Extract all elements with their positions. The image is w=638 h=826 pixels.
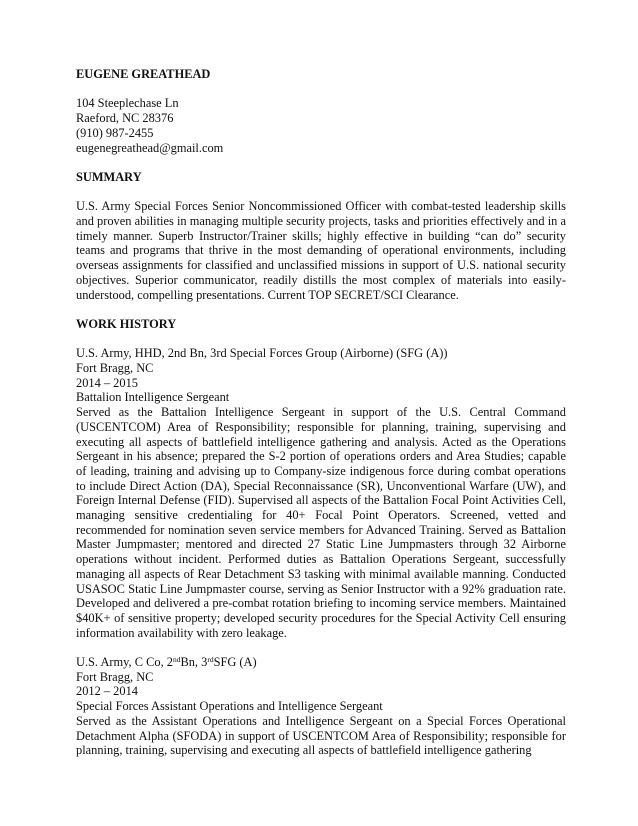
job-title: Battalion Intelligence Sergeant <box>76 390 230 405</box>
ordinal-suffix: rd <box>207 655 214 665</box>
job-organization-part: Bn, 3 <box>180 655 208 670</box>
job-entry <box>76 655 566 758</box>
job-organization: U.S. Army, HHD, 2nd Bn, 3rd Special Forces Group (Airborne) (SFG (A)) <box>76 346 448 361</box>
work-history-heading: WORK HISTORY <box>76 316 177 331</box>
resume-name: EUGENE GREATHEAD <box>76 67 211 81</box>
work-history-heading-block <box>76 317 566 332</box>
job-dates: 2014 – 2015 <box>76 375 138 390</box>
summary-text: U.S. Army Special Forces Senior Noncommissioned Officer with combat-tested leadership skills and proven abilities in managing multiple security projects, tasks and priorities effectively and in a timely manner. Superb Instructor/Trainer skills; highly effective in building “can do” security teams and programs that thrive in the most demanding of operational environments, including overseas assignments for classified and unclassified missions in support of U.S. national security objectives. Superior communicator, readily distills the most complex of materials into easily-understood, compelling presentations. Current TOP SECRET/SCI Clearance. <box>76 199 566 302</box>
job-location: Fort Bragg, NC <box>76 360 154 375</box>
contact-block <box>76 96 566 155</box>
job-dates: 2012 – 2014 <box>76 684 138 699</box>
summary-heading-block <box>76 170 566 185</box>
phone-number: (910) 987-2455 <box>76 125 154 140</box>
job-title: Special Forces Assistant Operations and Intelligence Sergeant <box>76 699 383 714</box>
job-description: Served as the Battalion Intelligence Sergeant in support of the U.S. Central Command (USCENTCOM) Area of Responsibility; responsible for planning, training, supervising and executing all aspects of battlefield intelligence gathering and analysis. Acted as the Operations Sergeant in his absence; prepared the S-2 portion of operations orders and Area Studies; capable of leading, training and advising up to Company-size indigenous force during combat operations to include Direct Action (DA), Special Reconnaissance (SR), Unconventional Warfare (UW), and Foreign Internal Defense (FID). Supervised all aspects of the Battalion Focal Point Activities Cell, managing sensitive credentialing for 40+ Focal Point Operators. Screened, vetted and recommended for nomination seven service members for Advanced Training. Served as Battalion Master Jumpmaster; mentored and directed 27 Static Line Jumpmasters through 32 Airborne operations without incident. Performed duties as Battalion Operations Sergeant, successfully managing all aspects of Rear Detachment S3 tasking with minimal available manning. Conducted USASOC Static Line Jumpmaster course, serving as Senior Instructor with a 92% graduation rate. Developed and delivered a pre-combat rotation briefing to incoming service members. Maintained $40K+ of sensitive property; developed security procedures for the Special Activity Cell ensuring information availability with zero leakage. <box>76 405 566 640</box>
job-organization-part: SFG (A) <box>213 655 257 670</box>
summary-block <box>76 199 566 302</box>
job-location: Fort Bragg, NC <box>76 669 154 684</box>
job-entry <box>76 346 566 640</box>
job-organization-part: U.S. Army, C Co, 2 <box>76 655 173 670</box>
resume-page <box>76 67 566 773</box>
address-line-1: 104 Steeplechase Ln <box>76 96 179 111</box>
email-address: eugenegreathead@gmail.com <box>76 140 224 155</box>
job-description: Served as the Assistant Operations and Intelligence Sergeant on a Special Forces Operational Detachment Alpha (SFODA) in support of USCENTCOM Area of Responsibility; responsible for planning, training, supervising and executing all aspects of battlefield intelligence gathering <box>76 713 566 758</box>
summary-heading: SUMMARY <box>76 169 142 184</box>
ordinal-suffix: nd <box>172 655 181 665</box>
resume-name-block <box>76 67 566 82</box>
address-line-2: Raeford, NC 28376 <box>76 111 174 126</box>
job-organization <box>76 655 566 670</box>
